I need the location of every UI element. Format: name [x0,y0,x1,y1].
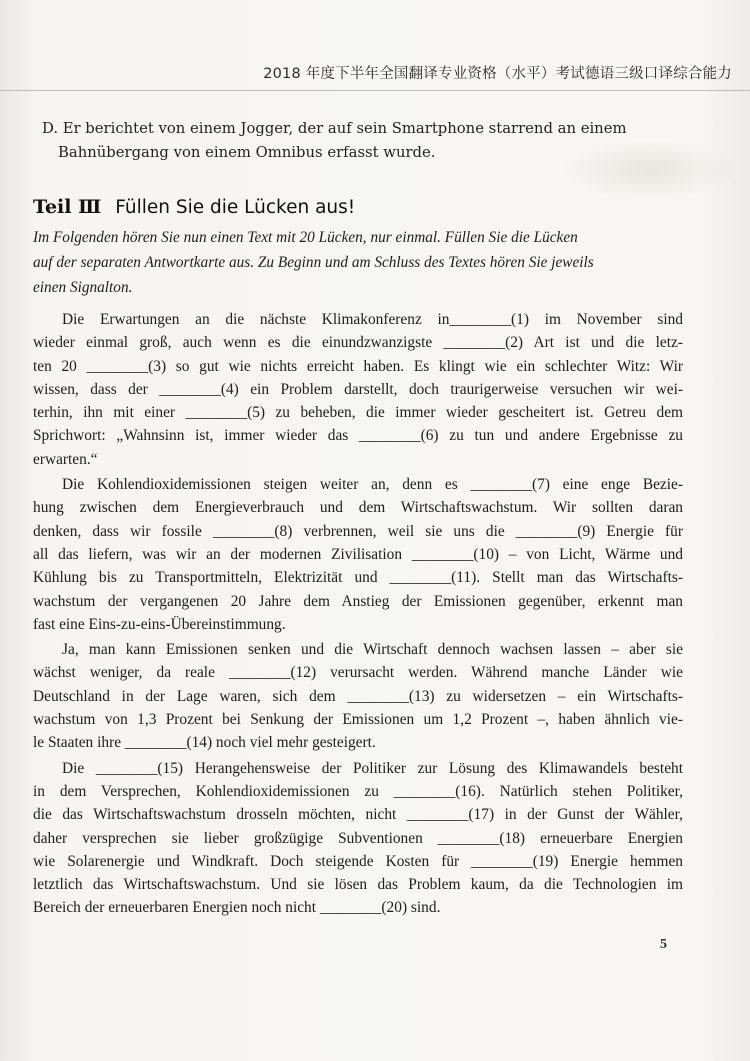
cloze-line: erwarten.“ [33,450,98,468]
cloze-line: wächst weniger, da reale ________(12) verursacht werden. Während manche Länder wie [33,664,683,682]
cloze-line: Bereich der erneuerbaren Energien noch nicht ________(20) sind. [33,899,441,917]
cloze-line: Die Kohlendioxidemissionen steigen weiter an, denn es ________(7) eine enge Bezie- [62,476,683,494]
header-divider [0,90,750,91]
cloze-line: in dem Versprechen, Kohlendioxidemissionen zu ________(16). Natürlich stehen Politiker, [33,782,683,800]
cloze-line: Deutschland in der Lage waren, sich dem ________(13) zu widersetzen – ein Wirtschafts- [33,687,683,705]
cloze-line: die das Wirtschaftswachstum drosseln möchten, nicht ________(17) in der Gunst der Wähler, [33,806,683,824]
section-title: Füllen Sie die Lücken aus! [115,197,356,218]
answer-option-d [42,117,692,165]
cloze-line: wachstum von 1,3 Prozent bei Senkung der Emissionen um 1,2 Prozent –, haben ähnlich vie- [33,711,683,729]
option-d-line-2 [42,141,692,165]
cloze-line: hung zwischen dem Energieverbrauch und dem Wirtschaftswachstum. Wir sollten daran [33,499,683,517]
cloze-line: letztlich das Wirtschaftswachstum. Und sie lösen das Problem kaum, da die Technologien im [33,876,683,894]
cloze-line: Die Erwartungen an die nächste Klimakonferenz in________(1) im November sind [62,311,683,328]
option-d-text-2: Bahnübergang von einem Omnibus erfasst wurde. [58,144,436,161]
cloze-line: all das liefern, was wir an der modernen Zivilisation ________(10) – von Licht, Wärme und [33,545,683,563]
cloze-line: denken, dass wir fossile ________(8) verbrennen, weil sie uns die ________(9) Energie für [33,522,683,540]
instructions-line-1: Im Folgenden hören Sie nun einen Text mit 20 Lücken, nur einmal. Füllen Sie die Lücken [33,229,578,246]
instructions-line-3: einen Signalton. [33,279,133,296]
cloze-line: terhin, ihn mit einer ________(5) zu beheben, die immer wieder gescheitert ist. Getreu dem [33,404,683,422]
option-d-label: D. [42,120,59,137]
cloze-line: Die ________(15) Herangehensweise der Politiker zur Lösung des Klimawandels besteht [62,759,683,777]
section-number: Teil Ⅲ [33,196,102,218]
running-header: 2018 年度下半年全国翻译专业资格（水平）考试德语三级口译综合能力 [263,66,732,82]
section-instructions [33,225,693,300]
cloze-line: daher versprechen sie lieber großzügige Subventionen ________(18) erneuerbare Energien [33,829,683,847]
cloze-line: fast eine Eins-zu-eins-Übereinstimmung. [33,615,286,633]
cloze-line: wissen, dass der ________(4) ein Problem darstellt, doch traurigerweise versuchen wir wei- [33,380,683,398]
cloze-line: Ja, man kann Emissionen senken und die Wirtschaft dennoch wachsen lassen – aber sie [62,641,683,659]
cloze-paragraph [33,757,683,920]
page-number: 5 [660,937,667,952]
cloze-line: Kühlung bis zu Transportmitteln, Elektrizität und ________(11). Stellt man das Wirtschafts- [33,569,683,587]
option-d-line-1 [42,117,692,141]
cloze-line: le Staaten ihre ________(14) noch viel mehr gesteigert. [33,734,376,752]
section-heading [33,196,355,219]
instructions-line-2: auf der separaten Antwortkarte aus. Zu Beginn und am Schluss des Textes hören Sie jeweils [33,254,594,271]
cloze-paragraph [33,638,683,754]
cloze-paragraph [33,308,683,471]
cloze-line: wieder einmal groß, auch wenn es die einundzwanzigste ________(2) Art ist und die letz- [33,334,683,352]
cloze-paragraph [33,473,683,636]
cloze-line: wachstum der vergangenen 20 Jahre dem Anstieg der Emissionen gegenüber, erkennt man [33,592,683,610]
cloze-line: Sprichwort: „Wahnsinn ist, immer wieder das ________(6) zu tun und andere Ergebnisse zu [33,427,683,445]
cloze-line: wie Solarenergie und Windkraft. Doch steigende Kosten für ________(19) Energie hemmen [33,852,683,870]
cloze-text [33,308,683,922]
option-d-text-1: Er berichtet von einem Jogger, der auf sein Smartphone starrend an einem [62,120,627,137]
cloze-line: ten 20 ________(3) so gut wie nichts erreicht haben. Es klingt wie ein schlechter Witz: Wir [33,357,683,375]
